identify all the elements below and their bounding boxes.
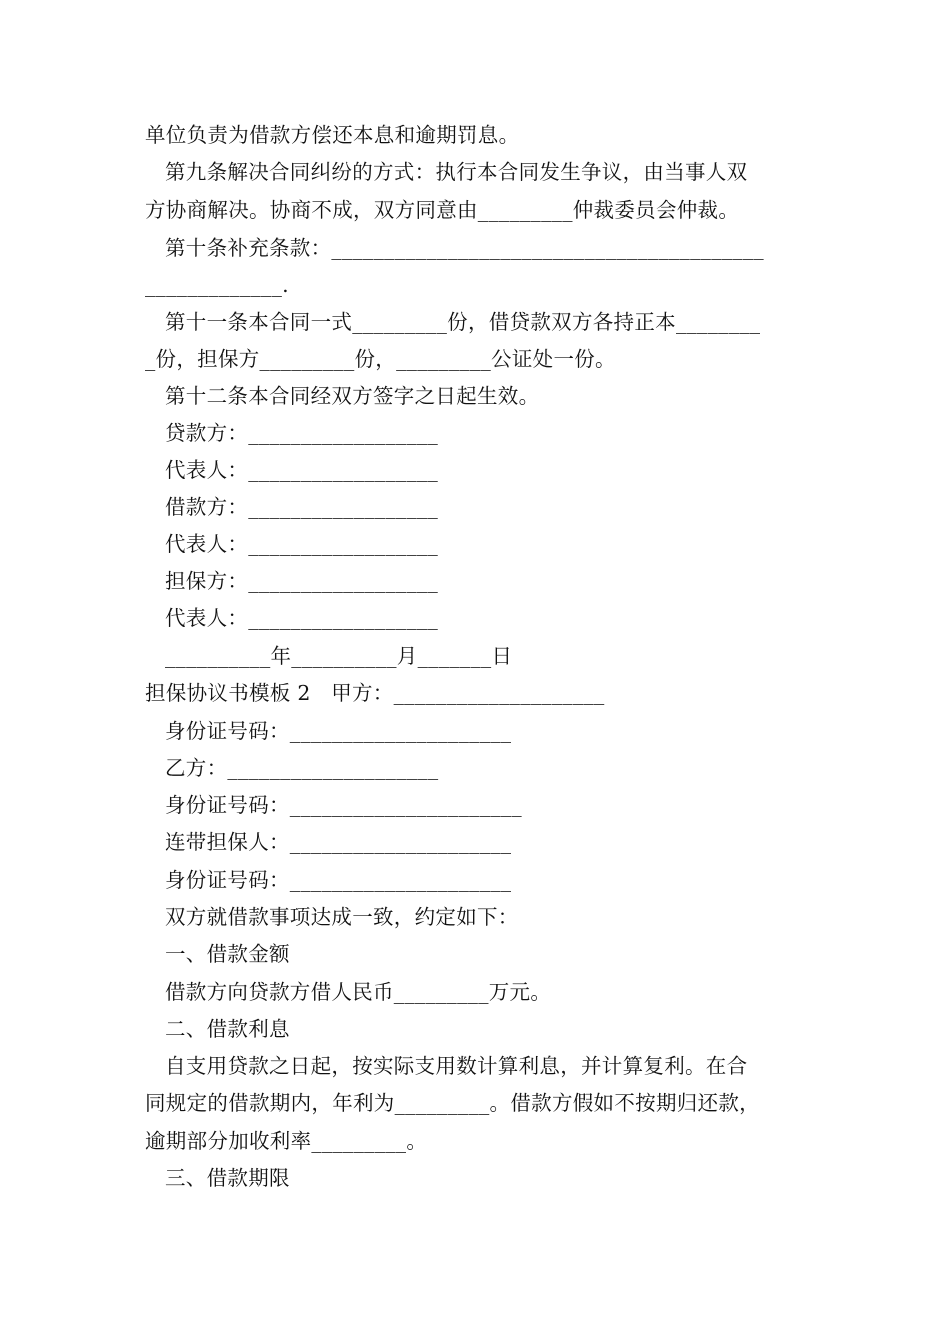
agreement-intro: 双方就借款事项达成一致，约定如下： bbox=[165, 905, 519, 929]
clause-10-line: 第十条补充条款：_________________________________________ bbox=[165, 236, 764, 260]
id-number-field: 身份证号码：_____________________ bbox=[165, 719, 512, 743]
clause-11-line: _份，担保方_________份，_________公证处一份。 bbox=[145, 347, 616, 371]
template-2-heading: 担保协议书模板 2 甲方：____________________ bbox=[145, 681, 605, 705]
signature-guarantor: 担保方：__________________ bbox=[165, 569, 439, 593]
amount-line: 借款方向贷款方借人民币_________万元。 bbox=[165, 980, 552, 1004]
joint-guarantor-field: 连带担保人：_____________________ bbox=[165, 830, 512, 854]
section-heading-term: 三、借款期限 bbox=[165, 1166, 290, 1190]
clause-9-line: 第九条解决合同纠纷的方式：执行本合同发生争议，由当事人双 bbox=[165, 160, 748, 184]
interest-line: 自支用贷款之日起，按实际支用数计算利息，并计算复利。在合 bbox=[165, 1054, 748, 1078]
clause-12-line: 第十二条本合同经双方签字之日起生效。 bbox=[165, 384, 540, 408]
id-number-field: 身份证号码：_____________________ bbox=[165, 868, 512, 892]
section-heading-amount: 一、借款金额 bbox=[165, 942, 290, 966]
interest-line: 同规定的借款期内，年利为_________。借款方假如不按期归还款， bbox=[145, 1091, 760, 1115]
clause-11-line: 第十一条本合同一式_________份，借贷款双方各持正本________ bbox=[165, 310, 761, 334]
section-heading-interest: 二、借款利息 bbox=[165, 1017, 290, 1041]
date-line: __________年__________月_______日 bbox=[165, 644, 513, 668]
paragraph-line: 单位负责为借款方偿还本息和逾期罚息。 bbox=[145, 123, 520, 147]
interest-line: 逾期部分加收利率_________。 bbox=[145, 1129, 428, 1153]
signature-borrower: 借款方：__________________ bbox=[165, 495, 439, 519]
signature-borrower-rep: 代表人：__________________ bbox=[165, 532, 439, 556]
signature-lender: 贷款方：__________________ bbox=[165, 421, 439, 445]
clause-9-line: 方协商解决。协商不成，双方同意由_________仲裁委员会仲裁。 bbox=[145, 198, 740, 222]
signature-lender-rep: 代表人：__________________ bbox=[165, 458, 439, 482]
clause-10-line: _____________. bbox=[145, 273, 289, 297]
party-b-field: 乙方：____________________ bbox=[165, 756, 439, 780]
signature-guarantor-rep: 代表人：__________________ bbox=[165, 606, 439, 630]
id-number-field: 身份证号码：______________________ bbox=[165, 793, 522, 817]
